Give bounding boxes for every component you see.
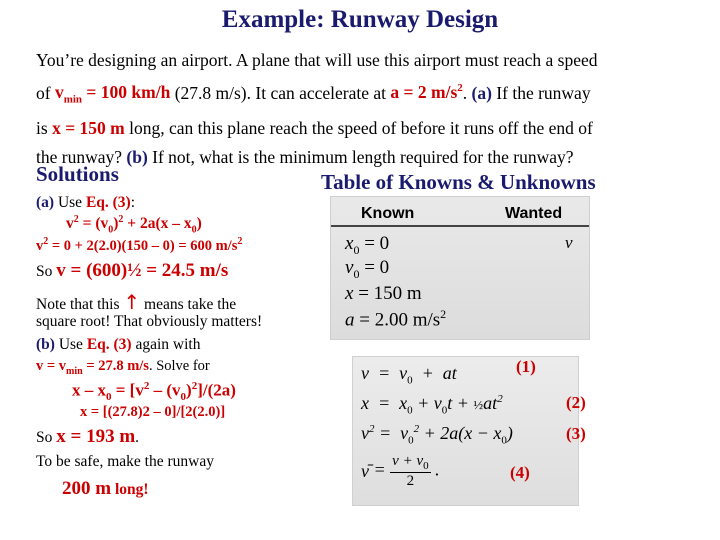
text: long! xyxy=(111,481,149,498)
equation-3-number: (3) xyxy=(566,424,586,443)
text: the runway? xyxy=(36,146,127,167)
solution-a-line xyxy=(36,194,135,212)
final-answer xyxy=(62,478,149,500)
equation-2-number: (2) xyxy=(566,393,586,412)
text: Note that this xyxy=(36,296,124,313)
x-numeric: x = [(27.8)2 – 0]/[2(2.0)] xyxy=(80,404,226,420)
known-x: x = 150 m xyxy=(345,283,422,304)
equations-box xyxy=(352,356,579,506)
length-result: x = 193 m xyxy=(56,426,136,447)
text: means take the xyxy=(140,296,237,313)
problem-line-4 xyxy=(36,143,712,172)
equation-3: $v^2 = v_0^2 + 2a(x - x_0)$ xyxy=(361,423,513,447)
substitution-line: $v^2 = 0 + 2(2.0)(150 - 0) = 600$ $m/s^2$ xyxy=(36,236,243,254)
accel-value: a = 2 $m/s^2$ xyxy=(390,82,463,103)
text: long, can this plane reach the speed of before it runs off the end of xyxy=(124,118,593,139)
safety-note: To be safe, make the runway xyxy=(36,453,214,470)
table-header xyxy=(331,205,589,227)
text: Use xyxy=(54,194,86,211)
page-title: Example: Runway Design xyxy=(221,6,499,33)
text: (27.8 m/s). It can accelerate at xyxy=(170,82,391,103)
equation-2: $x = x_0 + v_0t$ + $\frac{1}{2}at^2$ xyxy=(361,393,503,417)
vmin-condition: $v = v_{min} = 27.8$ m/s xyxy=(36,358,149,377)
text: of xyxy=(36,82,55,103)
text: Use xyxy=(54,336,87,353)
velocity-result: v = (600)½ = 24.5 m/s xyxy=(56,260,229,281)
text: So xyxy=(36,429,57,446)
runway-length: x = 150 m xyxy=(52,118,125,139)
eq-ref: Eq. (3) xyxy=(86,336,132,353)
text: So xyxy=(36,263,57,280)
problem-line-1: You’re designing an airport. A plane that will use this airport must reach a speed xyxy=(36,50,598,70)
problem-statement xyxy=(36,46,712,171)
text: . xyxy=(135,429,140,446)
solution-b-line xyxy=(36,336,200,354)
known-a: a = 2.00 $m/s^2$ xyxy=(345,307,447,331)
text: If not, what is the minimum length required for the runway? xyxy=(147,146,574,167)
text: If the runway xyxy=(491,82,591,103)
result-a xyxy=(36,260,228,282)
text: . xyxy=(462,82,472,103)
text: again with xyxy=(131,336,201,353)
known-v0: $v_0 = 0$ xyxy=(345,257,390,281)
result-b xyxy=(36,426,139,448)
note-line-1 xyxy=(36,290,236,314)
note-line-2: square root! That obviously matters! xyxy=(36,313,263,330)
eq-ref: Eq. (3) xyxy=(85,194,131,211)
problem-line-3 xyxy=(36,114,712,143)
problem-line-2 xyxy=(36,75,712,115)
header-wanted: Wanted xyxy=(505,205,563,222)
text: is xyxy=(36,118,53,139)
text: . Solve for xyxy=(148,358,210,374)
equation-1-number: (1) xyxy=(516,357,536,376)
wanted-v: v xyxy=(565,233,573,252)
part-b-label: (b) xyxy=(126,146,148,167)
header-known: Known xyxy=(361,205,415,222)
table-heading: Table of Knowns & Unknowns xyxy=(321,170,596,194)
solution-b-condition xyxy=(36,358,210,377)
part-b-label: (b) xyxy=(36,336,55,353)
knowns-table xyxy=(330,196,590,340)
x-formula: $x - x_0 = [v^2 - (v_0)^2]/(2a)$ xyxy=(72,380,236,404)
final-length: 200 m xyxy=(62,478,112,499)
text: : xyxy=(130,194,136,211)
vmin-value: $v_{min} = 100$ km/h xyxy=(54,82,171,106)
known-x0: $x_0 = 0$ xyxy=(345,233,390,257)
part-a-label: (a) xyxy=(36,194,55,211)
equation-4-number: (4) xyxy=(510,463,530,482)
equation-1: $v = v_0$ + at xyxy=(361,363,457,387)
up-arrow-icon: ↑ xyxy=(123,290,141,314)
solutions-heading: Solutions xyxy=(36,162,119,186)
part-a-label: (a) xyxy=(471,82,492,103)
equation-4: v̄ = $\frac{v + v_0}{2}$ . xyxy=(361,453,440,489)
eq3-statement: $v^2 = (v_0)^2 + 2a(x - x_0)$ xyxy=(66,214,202,236)
